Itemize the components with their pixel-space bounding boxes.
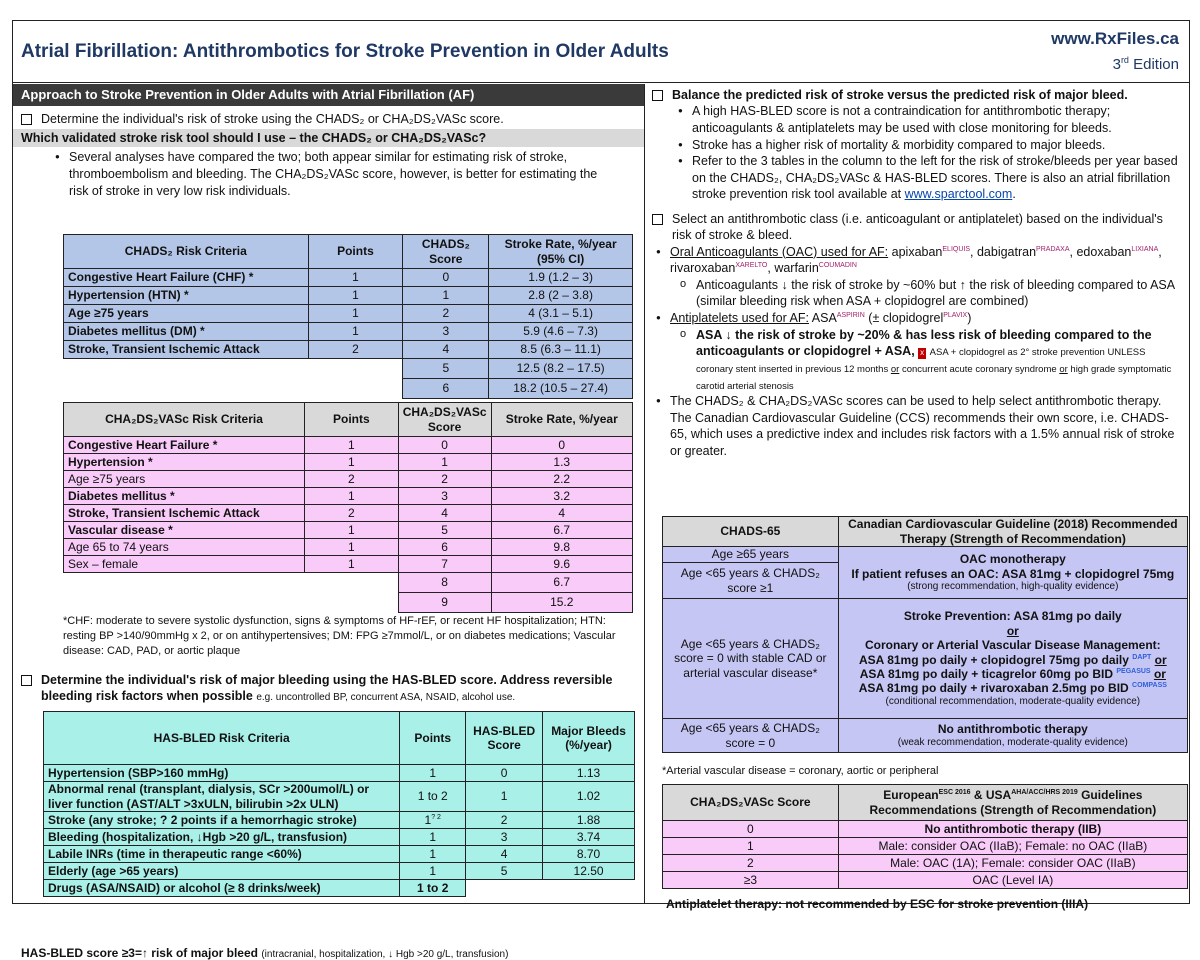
table-header: HAS-BLED Score [466, 712, 543, 765]
edition-label: 3rd Edition [1112, 55, 1179, 73]
checkbox-icon [652, 90, 663, 101]
table-row: 0 No antithrombotic therapy (IIB) [663, 821, 1188, 838]
table-row: Sex – female 1 7 9.6 [64, 556, 633, 573]
checklist-item-select-class: Select an antithrombotic class (i.e. anticoagulant or antiplatelet) based on the individual's risk of stroke & bleed. [652, 211, 1181, 244]
table-row: Diabetes mellitus * 1 3 3.2 [64, 488, 633, 505]
table-header: CHADS₂ Score [403, 235, 489, 269]
table-row: Age <65 years & CHADS₂ score ≥1 [663, 563, 1188, 599]
table-row: Stroke, Transient Ischemic Attack 2 4 4 [64, 505, 633, 522]
checklist-item-bleed-risk: Determine the individual's risk of major bleeding using the HAS-BLED score. Address reversible bleeding risk factors when possible e.g. uncontrolled BP, concurrent ASA, NSAID, alcohol use. [21, 672, 636, 705]
criteria-footnote: *CHF: moderate to severe systolic dysfunction, signs & symptoms of HF-rEF, or recent HF hospitalization; HTN: resting BP >140/90mmHg x 2, or on antihypertensives; DM: FPG ≥7mmol/L, or on diabetes medications; Vascular disease: CAD, PAD, or aortic plaque [63, 615, 616, 657]
checkbox-icon [652, 214, 663, 225]
chavasc-table [63, 402, 633, 613]
table-row: Age <65 years & CHADS₂ score = 0 No antithrombotic therapy (weak recommendation, moderate-quality evidence) [663, 719, 1188, 753]
table-header: Points [308, 235, 403, 269]
table-row: Stroke (any stroke; ? 2 points if a hemorrhagic stroke) $1^{? 2}$ 2 1.88 [44, 812, 635, 829]
table-row: Age ≥65 years OAC monotherapy If patient refuses an OAC: ASA 81mg + clopidogrel 75mg (strong recommendation, high-quality evidence) [663, 547, 1188, 563]
ccs-table [662, 516, 1188, 753]
table-header: European$^{ESC 2016}$ & $USA^{AHA/ACC/HRS 2019}$ Guidelines Recommendations (Strength of Recommendation) [838, 785, 1187, 821]
table-header: CHA₂DS₂VASc Risk Criteria [64, 403, 305, 437]
caution-mark: x [920, 348, 925, 358]
checkbox-icon [21, 114, 32, 125]
bullet-item: ● Stroke has a higher risk of mortality & morbidity compared to major bleeds. [674, 137, 1181, 154]
table-row: Bleeding (hospitalization, ↓Hgb >20 g/L, transfusion) 1 3 3.74 [44, 829, 635, 846]
table-header: Points [400, 712, 466, 765]
table-row: Labile INRs (time in therapeutic range <60%) 1 4 8.70 [44, 846, 635, 863]
table-row: 5 12.5 (8.2 – 17.5) [64, 359, 633, 379]
table-row: Diabetes mellitus (DM) * 1 3 5.9 (4.6 – 7.3) [64, 323, 633, 341]
table-row: Vascular disease * 1 5 6.7 [64, 522, 633, 539]
hasbled-table [43, 711, 635, 897]
table-header: Canadian Cardiovascular Guideline (2018) Recommended Therapy (Strength of Recommendation) [838, 517, 1187, 547]
table-row: 9 15.2 [64, 593, 633, 613]
table-row: 1 Male: consider OAC (IIaB); Female: no OAC (IIaB) [663, 838, 1188, 855]
table-row: ≥3 OAC (Level IA) [663, 872, 1188, 889]
bullet-item: ● Refer to the 3 tables in the column to the left for the risk of stroke/bleeds per year based on the CHADS₂, CHA₂DS₂VASc & HAS-BLED scores. There is also an atrial fibrillation stroke prevention risk tool available at www.sparctool.com. [674, 153, 1181, 203]
table-row: 2 Male: OAC (1A); Female: consider OAC (IIaB) [663, 855, 1188, 872]
table-header: CHADS₂ Risk Criteria [64, 235, 309, 269]
table-row: Hypertension * 1 1 1.3 [64, 454, 633, 471]
sparctool-link[interactable]: www.sparctool.com [904, 187, 1013, 202]
table-row: Age <65 years & CHADS₂ score = 0 with stable CAD or arterial vascular disease* Stroke Prevention: ASA 81mg po daily or Coronary or Arterial Vascular Disease Management: ASA 81mg po daily + clopidogrel 75mg po daily $^{DAPT}$ or ASA 81mg po daily + ticagrelor 60mg po BID $^{PEGASUS}$ or ASA 81mg po daily + rivaroxaban 2.5mg po BID $^{COMPASS}$ (conditional recommendation, moderate-quality evidence) [663, 599, 1188, 719]
bullet-item-antiplatelet: ● Antiplatelets used for AF: $ASA^{ASPIRIN}$ (± clopidogrel$^{PLAVIX}$) o ASA ↓ the risk of stroke by ~20% & has less risk of bleeding compared to the anticoagulants or clopidogrel + ASA, x ASA + clopidogrel as 2° stroke prevention UNLESS coronary stent inserted in previous 12 months or concurrent acute coronary syndrome or high grade symptomatic carotid arterial stenosis [652, 310, 1181, 393]
table-header: Stroke Rate, %/year [491, 403, 633, 437]
table-row: Elderly (age >65 years) 1 5 12.50 [44, 863, 635, 880]
table-header: CHA₂DS₂VASc Score [398, 403, 491, 437]
vascular-note: *Arterial vascular disease = coronary, aortic or peripheral [662, 765, 939, 777]
bullet-item-ccs: ● The CHADS₂ & CHA₂DS₂VASc scores can be used to help select antithrombotic therapy. The Canadian Cardiovascular Guideline (CCS) recommends their own score, i.e. CHADS-65, which uses a predictive index and includes risk factors with a 1.5% annual risk of stroke or greater. [652, 393, 1181, 460]
checklist-item-stroke-risk: Determine the individual's risk of stroke using the CHADS₂ or CHA₂DS₂VASc score. [13, 106, 644, 127]
table-header: CHA₂DS₂VASc Score [663, 785, 839, 821]
table-row: Stroke, Transient Ischemic Attack 2 4 8.5 (6.3 – 11.1) [64, 341, 633, 359]
table-header: Major Bleeds (%/year) [543, 712, 635, 765]
table-row: Age ≥75 years 1 2 4 (3.1 – 5.1) [64, 305, 633, 323]
chads2-table [63, 234, 633, 399]
bullet-item-oac: ● Oral Anticoagulants (OAC) used for AF: apixaban$^{ELIQUIS}$, dabigatran$^{PRADAXA}$, edoxaban$^{LIXIANA}$, rivaroxaban$^{XARELTO}$, warfarin$^{COUMADIN}$ o Anticoagulants ↓ the risk of stroke by ~60% but ↑ the risk of bleeding compared to ASA (similar bleeding risk when ASA + clopidogrel are combined) [652, 244, 1181, 311]
document-header [13, 21, 1189, 83]
left-column [13, 84, 645, 960]
table-row: Abnormal renal (transplant, dialysis, SCr >200umol/L) or liver function (AST/ALT >3xULN, bilirubin >2x ULN) 1 to 2 1 1.02 [44, 782, 635, 812]
table-row: Age ≥75 years 2 2 2.2 [64, 471, 633, 488]
analysis-bullets [13, 147, 644, 199]
table-row: Congestive Heart Failure * 1 0 0 [64, 437, 633, 454]
table-row: 6 18.2 (10.5 – 27.4) [64, 379, 633, 399]
document-title: Atrial Fibrillation: Antithrombotics for Stroke Prevention in Older Adults [21, 41, 669, 62]
table-row: Age 65 to 74 years 1 6 9.8 [64, 539, 633, 556]
table-row: 8 6.7 [64, 573, 633, 593]
checkbox-icon [21, 675, 32, 686]
right-column [646, 84, 1189, 911]
table-header: CHADS-65 [663, 517, 839, 547]
bullet-item: ● A high HAS-BLED score is not a contraindication for antithrombotic therapy; anticoagulants & antiplatelets may be used with close monitoring for bleeds. [674, 103, 1181, 136]
table-row: Congestive Heart Failure (CHF) * 1 0 1.9 (1.2 – 3) [64, 269, 633, 287]
table-header: Stroke Rate, %/year (95% CI) [489, 235, 633, 269]
sub-bullet-item: o ASA ↓ the risk of stroke by ~20% & has less risk of bleeding compared to the anticoagulants or clopidogrel + ASA, x ASA + clopidogrel as 2° stroke prevention UNLESS coronary stent inserted in previous 12 months or concurrent acute coronary syndrome or high grade symptomatic carotid arterial stenosis [670, 327, 1181, 394]
document-page [12, 20, 1190, 960]
class-bullets [652, 244, 1181, 460]
table-row: Drugs (ASA/NSAID) or alcohol (≥ 8 drinks/week) 1 to 2 [44, 880, 635, 897]
table-header: HAS-BLED Risk Criteria [44, 712, 400, 765]
site-link[interactable]: www.RxFiles.ca [1051, 29, 1179, 48]
bullet-item: ● Several analyses have compared the two; both appear similar for estimating risk of stroke, thromboembolism and bleeding. The CHA₂DS₂VASc score, however, is better for estimating the risk of stroke in very low risk individuals. [51, 149, 620, 199]
hasbled-summary: HAS-BLED score ≥3=↑ risk of major bleed (intracranial, hospitalization, ↓ Hgb >20 g/L, transfusion) [21, 946, 509, 960]
tool-question: Which validated stroke risk tool should I use – the CHADS₂ or CHA₂DS₂VASc? [13, 129, 644, 147]
table-row: Hypertension (SBP>160 mmHg) 1 0 1.13 [44, 765, 635, 782]
eu-usa-table [662, 784, 1188, 889]
table-header: Points [305, 403, 399, 437]
table-row: Hypertension (HTN) * 1 1 2.8 (2 – 3.8) [64, 287, 633, 305]
balance-bullets [652, 103, 1181, 203]
antiplatelet-statement: Antiplatelet therapy: not recommended by ESC for stroke prevention (IIIA) [666, 897, 1089, 911]
section-band: Approach to Stroke Prevention in Older Adults with Atrial Fibrillation (AF) [13, 84, 644, 106]
sub-bullet-item: o Anticoagulants ↓ the risk of stroke by ~60% but ↑ the risk of bleeding compared to ASA (similar bleeding risk when ASA + clopidogrel are combined) [670, 277, 1181, 310]
checklist-item-balance: Balance the predicted risk of stroke versus the predicted risk of major bleed. [652, 87, 1181, 103]
